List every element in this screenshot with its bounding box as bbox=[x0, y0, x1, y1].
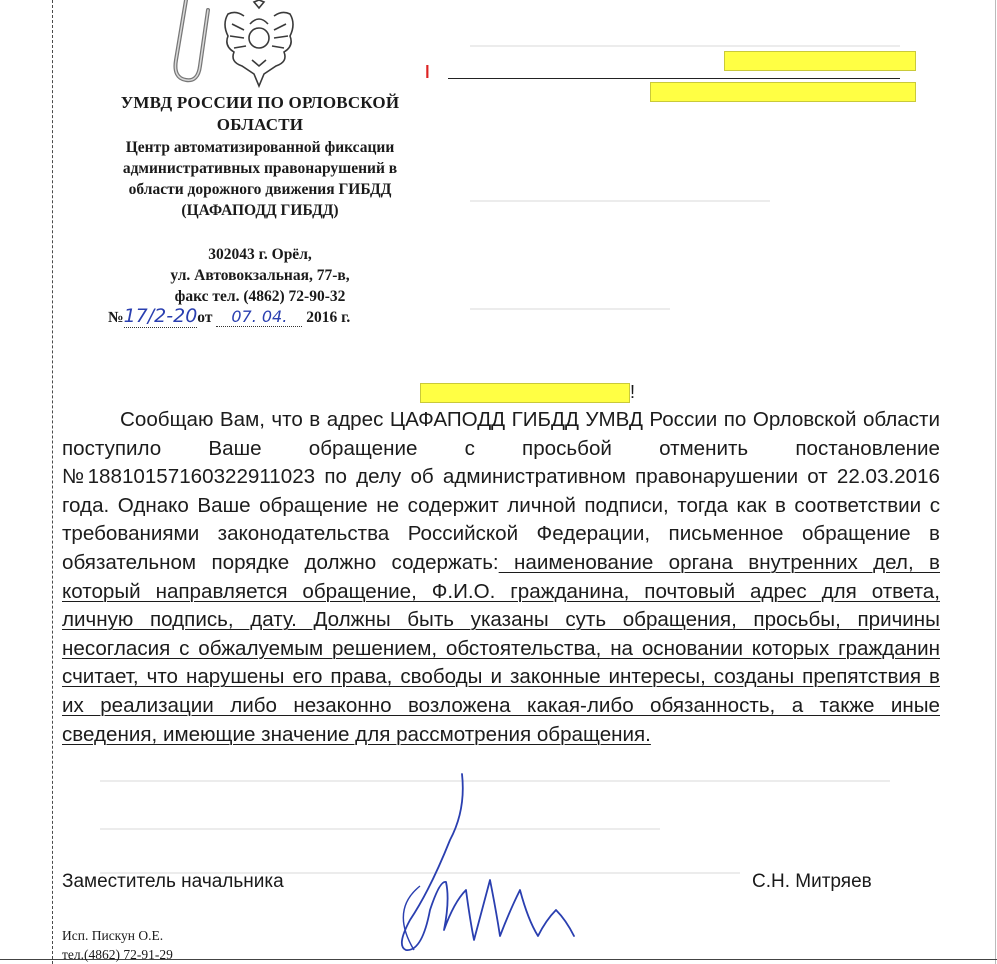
sender-block bbox=[60, 92, 460, 307]
reference-year: 2016 г. bbox=[306, 309, 351, 326]
department-line4: (ЦАФАПОДД ГИБДД) bbox=[181, 202, 339, 219]
letter-body bbox=[62, 406, 940, 749]
reference-prefix: № bbox=[108, 309, 124, 326]
reference-from-label: от bbox=[197, 309, 213, 326]
coat-of-arms-emblem bbox=[214, 0, 304, 88]
address-line3: факс тел. (4862) 72-90-32 bbox=[174, 288, 346, 305]
org-name-line2: ОБЛАСТИ bbox=[216, 115, 304, 134]
red-margin-mark: ı bbox=[424, 56, 431, 84]
handwritten-reference-number: 17/2-20 bbox=[123, 305, 198, 327]
department-line1: Центр автоматизированной фиксации bbox=[125, 139, 395, 156]
org-name-line1: УМВД РОССИИ ПО ОРЛОВСКОЙ bbox=[120, 93, 400, 112]
address-line1: 302043 г. Орёл, bbox=[208, 246, 312, 263]
department-line3: области дорожного движения ГИБДД bbox=[128, 181, 392, 198]
department-line2: административных правонарушений в bbox=[122, 160, 398, 177]
signatory-name: С.Н. Митряев bbox=[752, 871, 872, 892]
signatory-position: Заместитель начальника bbox=[62, 871, 284, 892]
greeting-exclamation: ! bbox=[630, 382, 636, 402]
redacted-greeting-name bbox=[420, 383, 630, 403]
left-fold-line bbox=[52, 0, 53, 964]
addressee-line bbox=[448, 78, 900, 79]
address-line2: ул. Автовокзальная, 77-в, bbox=[170, 267, 350, 284]
reference-number bbox=[108, 305, 350, 328]
signature-scribble bbox=[370, 770, 590, 964]
redacted-addressee-name bbox=[724, 51, 916, 71]
redacted-addressee-address bbox=[650, 82, 916, 102]
body-underlined-requirements: наименование органа внутренних дел, в который направляется обращение, Ф.И.О. гражданина, почтовый адрес для ответа, личную подпись, дату. Должны быть указаны суть обращения, просьбы, причины несогласия с обжалуемым решением, обстоятельства, на основании которых гражданин считает, что нарушены его права, свободы и законные интересы, созданы препятствия в их реализации либо незаконно возложена какая-либо обязанность, а также иные сведения, имеющие значение для рассмотрения обращения. bbox=[62, 550, 940, 746]
body-lead-text: Сообщаю Вам, что в адрес ЦАФАПОДД ГИБДД УМВД России по Орловской области поступило Ваше обращение с просьбой отменить постановление №18810157160322911023 по делу об административном правонарушении от 22.03.2016 года. Однако Ваше обращение не содержит личной подписи, тогда как в соответствии с требованиями законодательства Российской Федерации, письменное обращение в обязательном порядке должно содержать: bbox=[62, 408, 940, 574]
greeting bbox=[420, 382, 635, 404]
executor-name: Исп. Пискун О.Е. bbox=[62, 928, 164, 943]
handwritten-reference-date: 07. 04. bbox=[216, 307, 302, 327]
right-page-edge bbox=[995, 0, 996, 964]
paperclip-icon bbox=[158, 0, 218, 86]
executor-block bbox=[62, 926, 173, 964]
executor-phone: тел.(4862) 72-91-29 bbox=[62, 947, 173, 962]
